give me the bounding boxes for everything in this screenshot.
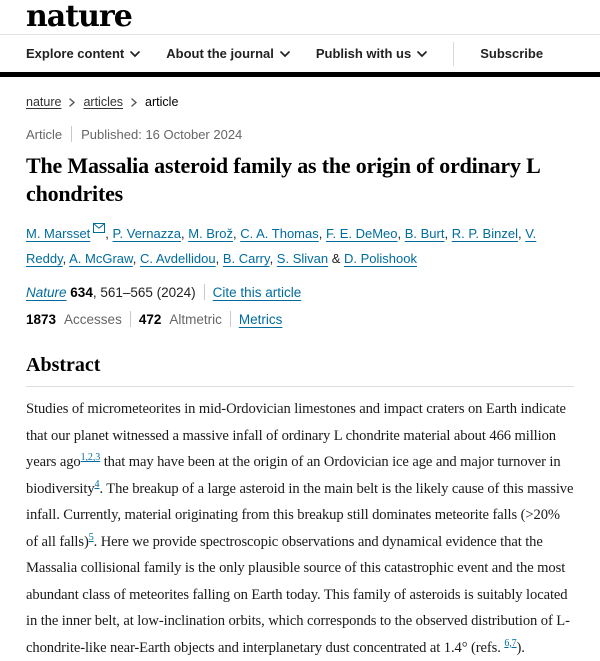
journal-link[interactable]: Nature (26, 284, 67, 300)
author-link[interactable]: S. Slivan (276, 251, 329, 266)
author-link[interactable]: F. E. DeMeo (325, 226, 398, 241)
accesses-label: Accesses (64, 311, 122, 327)
abstract-paragraph: Studies of micrometeorites in mid-Ordovician limestones and impact craters on Earth indicate that our planet witnessed a massive infall of ordinary L chondrite material about 466 million years ago$^{1,2,3}$ that may have been at the origin of an Ordovician ice age and major turnover in biodiversity$^4$. The breakup of a large asteroid in the main belt is the likely cause of this massive infall. Currently, material originating from this breakup still dominates meteorite falls (>20% of all falls)$^5$. Here we provide spectroscopic observations and dynamical evidence that the Massalia collisional family is the only plausible source of this catastrophic event and the most abundant class of meteorites falling on Earth today. This family of asteroids is suitably located in the inner belt, at low-inclination orbits, which corresponds to the observed distribution of L-chondrite-like near-Earth objects and interplanetary dust concentrated at 1.4° (refs. $^{6,7}$). (26, 401, 574, 656)
chevron-down-icon (130, 46, 140, 61)
metrics-link[interactable]: Metrics (238, 311, 283, 327)
reference-link[interactable]: 6,7 (504, 637, 517, 649)
breadcrumb-item-nature[interactable]: nature (26, 95, 62, 109)
envelope-icon[interactable] (93, 221, 105, 236)
chevron-down-icon (417, 46, 427, 61)
citation-divider (204, 284, 205, 300)
author-link[interactable]: C. Avdellidou (139, 251, 216, 266)
breadcrumb (26, 95, 574, 109)
metrics-line (26, 311, 574, 327)
journal-volume: 634 (70, 284, 93, 300)
subscribe-link[interactable]: Subscribe (480, 46, 544, 61)
accesses-count: 1873 (26, 311, 57, 327)
reference-link[interactable]: 1,2,3 (80, 452, 101, 464)
author-link[interactable]: B. Burt (404, 226, 445, 241)
altmetric-label: Altmetric (169, 311, 222, 327)
author-link[interactable]: V. Reddy (26, 226, 537, 266)
author-link[interactable]: M. Marsset (26, 226, 91, 241)
cite-this-article-link[interactable]: Cite this article (212, 284, 302, 300)
nav-item-label: About the journal (166, 46, 274, 61)
nav-item-label: Publish with us (315, 46, 412, 61)
author-link[interactable]: A. McGraw (69, 251, 133, 266)
article-main (0, 95, 600, 661)
chevron-down-icon (280, 46, 290, 61)
reference-superscript (89, 529, 94, 543)
nav-divider (453, 42, 454, 66)
article-meta-line (26, 126, 574, 142)
article-type-label: Article (26, 126, 63, 142)
reference-link[interactable]: 5 (88, 531, 94, 543)
breadcrumb-item-article: article (145, 95, 179, 109)
citation-line (26, 284, 574, 300)
main-nav (0, 34, 600, 72)
reference-superscript (95, 476, 100, 490)
reference-superscript (81, 449, 101, 463)
journal-pages: , 561–565 (2024) (92, 284, 196, 300)
header-accent-bar (0, 72, 600, 77)
altmetric-count: 472 (138, 311, 162, 327)
nav-item-explore-content[interactable] (26, 46, 140, 61)
breadcrumb-item-articles[interactable]: articles (83, 95, 124, 109)
author-link[interactable]: B. Carry (222, 251, 270, 266)
author-link[interactable]: C. A. Thomas (240, 226, 319, 241)
chevron-right-icon (69, 98, 75, 107)
author-link[interactable]: M. Brož (188, 226, 233, 241)
abstract-section (26, 354, 574, 661)
nature-logo[interactable]: nature (26, 0, 132, 34)
nav-item-about-the-journal[interactable] (166, 46, 290, 61)
abstract-rule (26, 386, 574, 387)
metrics-divider (130, 311, 131, 327)
citation-text (26, 285, 196, 300)
author-link[interactable]: R. P. Binzel (451, 226, 518, 241)
reference-link[interactable]: 4 (94, 478, 100, 490)
meta-divider (71, 126, 72, 142)
site-header (0, 0, 600, 77)
logo-row (0, 0, 600, 34)
nav-item-publish-with-us[interactable] (316, 46, 427, 61)
published-date: Published: 16 October 2024 (81, 126, 243, 142)
metrics-divider (230, 311, 231, 327)
article-title: The Massalia asteroid family as the origin of ordinary L chondrites (26, 153, 540, 206)
author-list: M. Marsset , P. Vernazza, M. Brož, C. A. Thomas, F. E. DeMeo, B. Burt, R. P. Binzel, V. Reddy, A. McGraw, C. Avdellidou, B. Carry, S. Slivan & D. Polishook (26, 221, 574, 271)
author-link[interactable]: D. Polishook (344, 251, 417, 266)
abstract-heading: Abstract (26, 354, 101, 376)
author-link[interactable]: P. Vernazza (112, 226, 181, 241)
chevron-right-icon (131, 98, 137, 107)
reference-superscript (504, 635, 516, 649)
nav-item-label: Explore content (26, 46, 125, 61)
